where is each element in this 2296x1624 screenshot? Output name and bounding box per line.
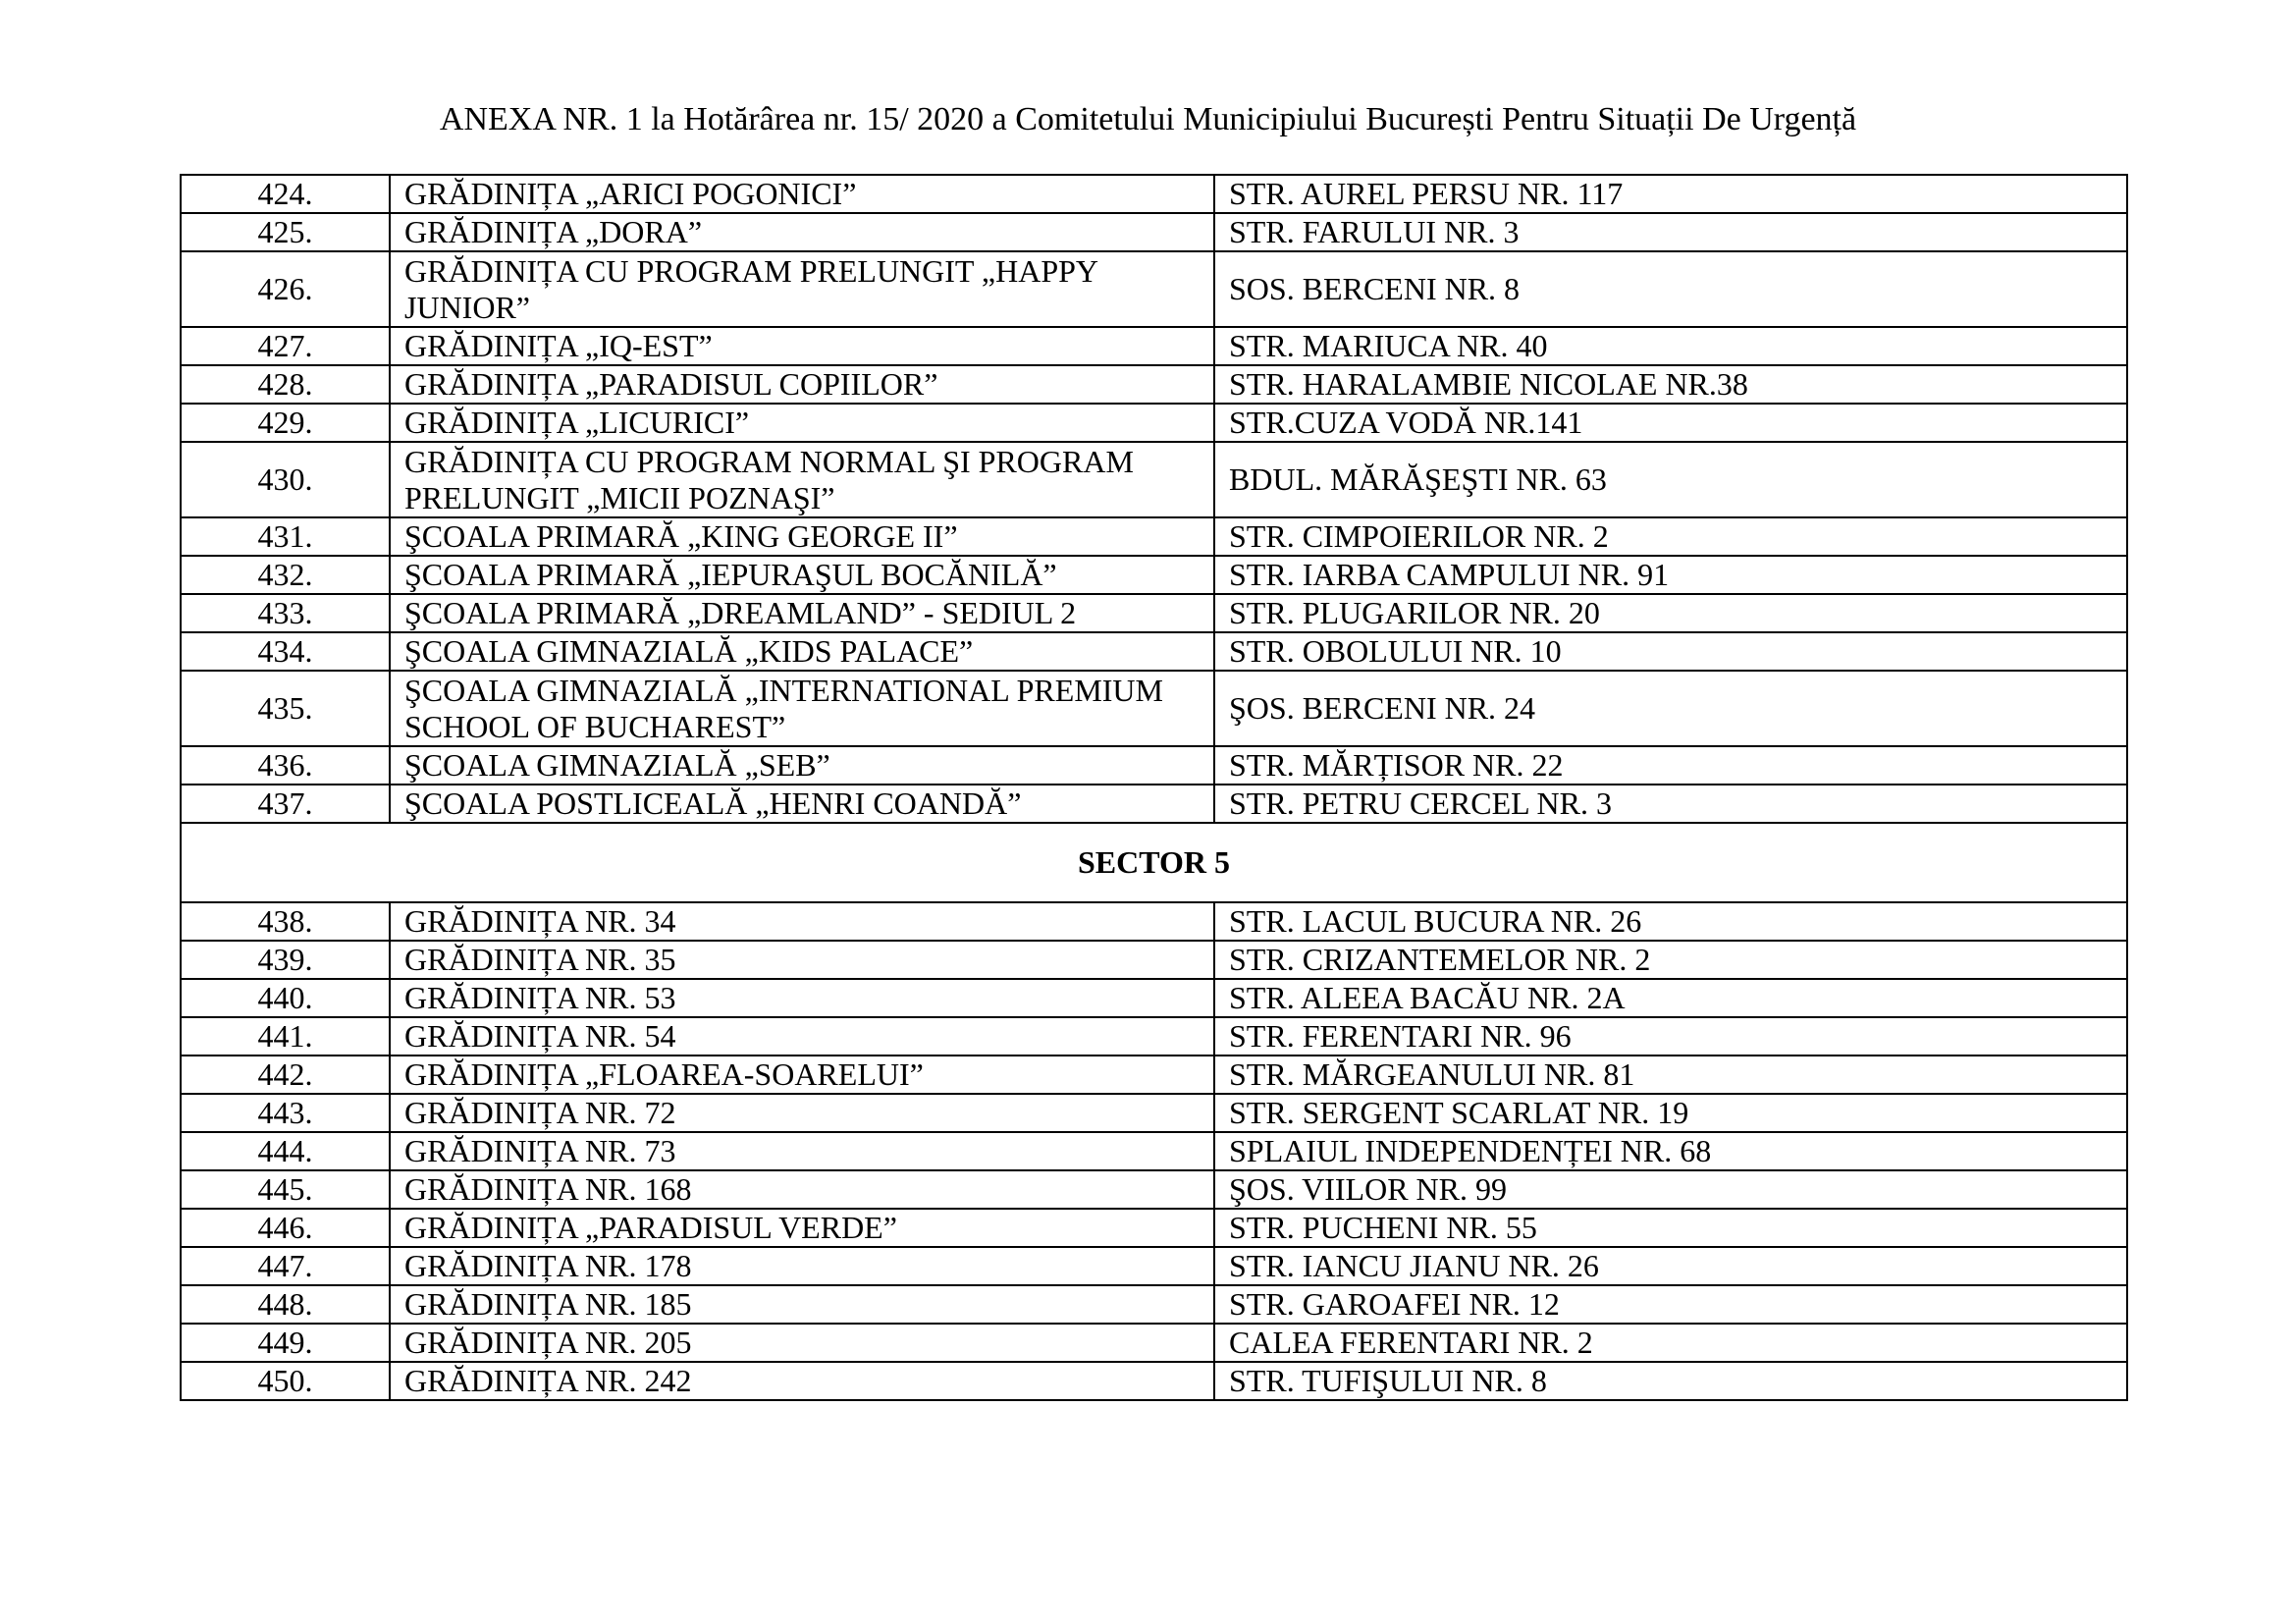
table-row	[181, 671, 2127, 746]
institution-name: ŞCOALA GIMNAZIALĂ „KIDS PALACE”	[390, 632, 1214, 671]
row-number: 436.	[181, 746, 390, 785]
institution-name: GRĂDINIȚA NR. 54	[390, 1017, 1214, 1056]
table-row	[181, 594, 2127, 632]
institution-name: GRĂDINIȚA NR. 168	[390, 1170, 1214, 1209]
row-number: 444.	[181, 1132, 390, 1170]
institution-address: STR. MARIUCA NR. 40	[1214, 327, 2127, 365]
institution-name: GRĂDINIȚA NR. 178	[390, 1247, 1214, 1285]
row-number: 430.	[181, 442, 390, 517]
row-number: 446.	[181, 1209, 390, 1247]
institution-name: GRĂDINIȚA NR. 242	[390, 1362, 1214, 1400]
table-row	[181, 1170, 2127, 1209]
table-row	[181, 404, 2127, 442]
institution-name: GRĂDINIȚA CU PROGRAM PRELUNGIT „HAPPY JUNIOR”	[390, 251, 1214, 327]
row-number: 435.	[181, 671, 390, 746]
table-row	[181, 1017, 2127, 1056]
institution-name: GRĂDINIȚA „IQ-EST”	[390, 327, 1214, 365]
table-row	[181, 556, 2127, 594]
table-row	[181, 1285, 2127, 1324]
row-number: 432.	[181, 556, 390, 594]
institution-address: STR. GAROAFEI NR. 12	[1214, 1285, 2127, 1324]
institution-address: STR. SERGENT SCARLAT NR. 19	[1214, 1094, 2127, 1132]
institution-name: GRĂDINIȚA NR. 35	[390, 941, 1214, 979]
row-number: 449.	[181, 1324, 390, 1362]
row-number: 443.	[181, 1094, 390, 1132]
table-row	[181, 1132, 2127, 1170]
table-row	[181, 251, 2127, 327]
row-number: 445.	[181, 1170, 390, 1209]
row-number: 431.	[181, 517, 390, 556]
table-row	[181, 1324, 2127, 1362]
institution-name: GRĂDINIȚA NR. 205	[390, 1324, 1214, 1362]
table-row	[181, 517, 2127, 556]
institution-address: ŞOS. BERCENI NR. 24	[1214, 671, 2127, 746]
sector-heading-row	[181, 823, 2127, 902]
table-row	[181, 902, 2127, 941]
institution-name: GRĂDINIȚA NR. 34	[390, 902, 1214, 941]
institution-address: STR. IANCU JIANU NR. 26	[1214, 1247, 2127, 1285]
institution-name: GRĂDINIȚA NR. 72	[390, 1094, 1214, 1132]
institution-address: STR. ALEEA BACĂU NR. 2A	[1214, 979, 2127, 1017]
table-row	[181, 365, 2127, 404]
institution-address: STR. OBOLULUI NR. 10	[1214, 632, 2127, 671]
institution-address: STR. CIMPOIERILOR NR. 2	[1214, 517, 2127, 556]
institution-address: BDUL. MĂRĂŞEŞTI NR. 63	[1214, 442, 2127, 517]
institution-name: ŞCOALA POSTLICEALĂ „HENRI COANDĂ”	[390, 785, 1214, 823]
table-row	[181, 175, 2127, 213]
institution-address: STR. FARULUI NR. 3	[1214, 213, 2127, 251]
institution-name: ŞCOALA PRIMARĂ „KING GEORGE II”	[390, 517, 1214, 556]
row-number: 429.	[181, 404, 390, 442]
institution-address: CALEA FERENTARI NR. 2	[1214, 1324, 2127, 1362]
table-row	[181, 327, 2127, 365]
institution-name: GRĂDINIȚA „LICURICI”	[390, 404, 1214, 442]
row-number: 426.	[181, 251, 390, 327]
institution-address: ŞOS. VIILOR NR. 99	[1214, 1170, 2127, 1209]
institution-name: ŞCOALA GIMNAZIALĂ „SEB”	[390, 746, 1214, 785]
institution-address: STR. FERENTARI NR. 96	[1214, 1017, 2127, 1056]
institution-address: STR. LACUL BUCURA NR. 26	[1214, 902, 2127, 941]
row-number: 428.	[181, 365, 390, 404]
row-number: 434.	[181, 632, 390, 671]
table-row	[181, 1247, 2127, 1285]
table-row	[181, 941, 2127, 979]
institution-name: GRĂDINIȚA „DORA”	[390, 213, 1214, 251]
table-row	[181, 785, 2127, 823]
row-number: 433.	[181, 594, 390, 632]
institution-address: STR. PETRU CERCEL NR. 3	[1214, 785, 2127, 823]
institution-name: GRĂDINIȚA „ARICI POGONICI”	[390, 175, 1214, 213]
row-number: 440.	[181, 979, 390, 1017]
institution-name: GRĂDINIȚA CU PROGRAM NORMAL ŞI PROGRAM PRELUNGIT „MICII POZNAŞI”	[390, 442, 1214, 517]
table-row	[181, 1056, 2127, 1094]
row-number: 450.	[181, 1362, 390, 1400]
table-row	[181, 632, 2127, 671]
sector-heading: SECTOR 5	[181, 823, 2127, 902]
institution-name: GRĂDINIȚA „FLOAREA-SOARELUI”	[390, 1056, 1214, 1094]
institution-address: STR. MĂRGEANULUI NR. 81	[1214, 1056, 2127, 1094]
row-number: 442.	[181, 1056, 390, 1094]
institutions-table	[180, 174, 2128, 1401]
row-number: 448.	[181, 1285, 390, 1324]
institution-address: STR. TUFIŞULUI NR. 8	[1214, 1362, 2127, 1400]
institution-address: SPLAIUL INDEPENDENȚEI NR. 68	[1214, 1132, 2127, 1170]
row-number: 424.	[181, 175, 390, 213]
institution-address: STR. CRIZANTEMELOR NR. 2	[1214, 941, 2127, 979]
institution-address: STR. MĂRȚISOR NR. 22	[1214, 746, 2127, 785]
institution-address: STR. HARALAMBIE NICOLAE NR.38	[1214, 365, 2127, 404]
table-row	[181, 746, 2127, 785]
table-row	[181, 979, 2127, 1017]
institution-name: GRĂDINIȚA NR. 185	[390, 1285, 1214, 1324]
institution-name: GRĂDINIȚA NR. 53	[390, 979, 1214, 1017]
table-row	[181, 1209, 2127, 1247]
row-number: 438.	[181, 902, 390, 941]
document-title: ANEXA NR. 1 la Hotărârea nr. 15/ 2020 a Comitetului Municipiului București Pentru Situații De Urgență	[439, 101, 1857, 137]
institution-name: GRĂDINIȚA „PARADISUL VERDE”	[390, 1209, 1214, 1247]
institution-name: ŞCOALA PRIMARĂ „IEPURAŞUL BOCĂNILĂ”	[390, 556, 1214, 594]
row-number: 437.	[181, 785, 390, 823]
institution-name: GRĂDINIȚA NR. 73	[390, 1132, 1214, 1170]
table-row	[181, 213, 2127, 251]
institution-name: ŞCOALA PRIMARĂ „DREAMLAND” - SEDIUL 2	[390, 594, 1214, 632]
row-number: 441.	[181, 1017, 390, 1056]
table-row	[181, 442, 2127, 517]
institution-name: ŞCOALA GIMNAZIALĂ „INTERNATIONAL PREMIUM SCHOOL OF BUCHAREST”	[390, 671, 1214, 746]
institution-address: STR. PLUGARILOR NR. 20	[1214, 594, 2127, 632]
table-row	[181, 1094, 2127, 1132]
institution-address: STR. IARBA CAMPULUI NR. 91	[1214, 556, 2127, 594]
institution-address: STR.CUZA VODĂ NR.141	[1214, 404, 2127, 442]
row-number: 447.	[181, 1247, 390, 1285]
institution-name: GRĂDINIȚA „PARADISUL COPIILOR”	[390, 365, 1214, 404]
table-row	[181, 1362, 2127, 1400]
institution-address: SOS. BERCENI NR. 8	[1214, 251, 2127, 327]
row-number: 425.	[181, 213, 390, 251]
institution-address: STR. AUREL PERSU NR. 117	[1214, 175, 2127, 213]
row-number: 439.	[181, 941, 390, 979]
institution-address: STR. PUCHENI NR. 55	[1214, 1209, 2127, 1247]
row-number: 427.	[181, 327, 390, 365]
